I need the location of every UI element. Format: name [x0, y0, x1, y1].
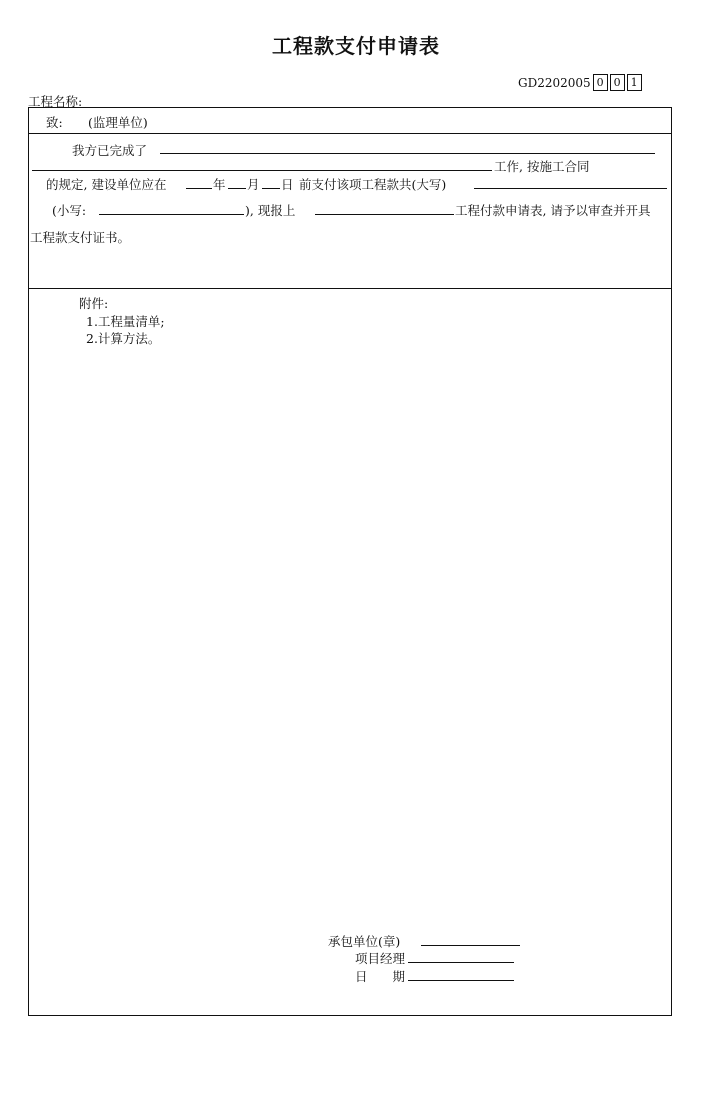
- body-line-3-amount-text: 前支付该项工程款共(大写): [299, 177, 447, 192]
- row-divider-addressee: [28, 133, 672, 134]
- payment-day-field[interactable]: [262, 188, 280, 189]
- payment-year-field[interactable]: [186, 188, 212, 189]
- contractor-seal-field[interactable]: [421, 945, 520, 946]
- amount-words-field[interactable]: [474, 188, 667, 189]
- project-manager-label: 项目经理: [355, 951, 406, 966]
- contractor-seal-label: 承包单位(章): [328, 934, 401, 949]
- form-code-prefix: GD2202005: [518, 75, 591, 90]
- form-code-digit-3[interactable]: 1: [627, 74, 642, 91]
- attachment-item: 2.计算方法。: [86, 331, 161, 346]
- body-line-4-text: ), 现报上: [245, 203, 296, 218]
- body-line-4-suffix: 工程付款申请表, 请予以审查并开具: [455, 203, 651, 218]
- project-manager-field[interactable]: [408, 962, 514, 963]
- date-field[interactable]: [408, 980, 514, 981]
- payment-month-field[interactable]: [228, 188, 246, 189]
- application-form-count-field[interactable]: [315, 214, 454, 215]
- to-label: 致:: [46, 115, 63, 130]
- body-line-5-text: 工程款支付证书。: [30, 230, 131, 245]
- year-label: 年: [213, 177, 226, 192]
- form-code-digit-2[interactable]: 0: [610, 74, 625, 91]
- body-line-2-suffix: 工作, 按施工合同: [494, 159, 590, 174]
- work-description-field[interactable]: [32, 170, 492, 171]
- form-code-digit-1[interactable]: 0: [593, 74, 608, 91]
- form-code: [518, 74, 642, 91]
- attachment-item: 1.工程量清单;: [86, 314, 165, 329]
- row-divider-body: [28, 288, 672, 289]
- body-line-3-text: 的规定, 建设单位应在: [46, 177, 167, 192]
- date-label: 日 期: [355, 969, 406, 984]
- amount-figures-field[interactable]: [99, 214, 244, 215]
- day-label: 日: [281, 177, 294, 192]
- attachments-label: 附件:: [79, 296, 109, 311]
- month-label: 月: [247, 177, 260, 192]
- amount-figures-label: (小写:: [52, 203, 87, 218]
- body-line-1-text: 我方已完成了: [72, 143, 148, 158]
- completed-work-field[interactable]: [160, 153, 655, 154]
- project-name-label: 工程名称:: [28, 94, 83, 109]
- page-title: 工程款支付申请表: [272, 34, 440, 58]
- supervisor-unit-label: (监理单位): [88, 115, 148, 130]
